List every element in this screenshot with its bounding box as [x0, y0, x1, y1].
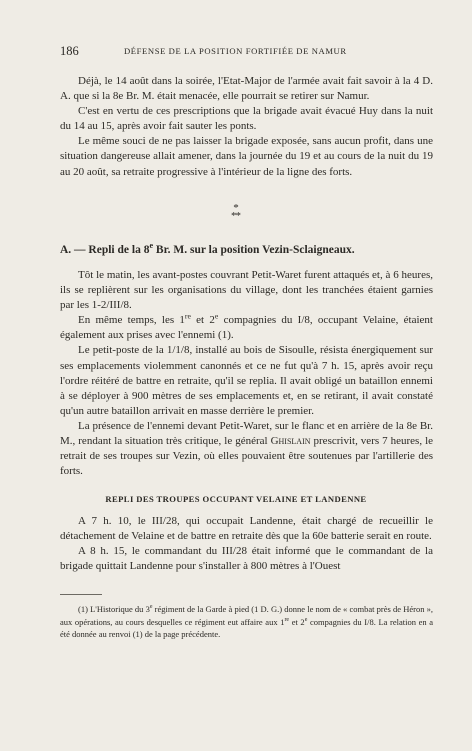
- subsection-heading: REPLI DES TROUPES OCCUPANT VELAINE ET LANDENNE: [105, 494, 367, 504]
- page-number: 186: [60, 44, 79, 58]
- paragraph: Déjà, le 14 août dans la soirée, l'Etat-Major de l'armée avait fait savoir à la 4 D. A. que si la 8e Br. M. était menacée, elle pourrait se retirer sur Namur.: [60, 75, 433, 103]
- paragraph: En même temps, les 1re et 2e compagnies du I/8, occupant Velaine, étaient également aux prises avec l'ennemi (1).: [60, 311, 433, 342]
- person-name: Ghislain: [270, 435, 311, 448]
- section-separator: [0, 202, 472, 222]
- section-heading: A. — Repli de la 8e Br. M. sur la position Vezin-Sclaigneaux.: [60, 241, 355, 256]
- paragraph: La présence de l'ennemi devant Petit-Waret, sur le flanc et en arrière de la 8e Br. M., rendant la situation très critique, le général Ghislain prescrivit, vers 7 heures, le retrait de ses troupes sur Vezin, où elles pouvaient être soutenues par l'artillerie des forts.: [60, 419, 434, 478]
- separator-star: *: [235, 210, 241, 222]
- footnote-rule: [60, 594, 102, 595]
- footnote-marker: (1): [78, 604, 88, 614]
- separator-star: *: [233, 202, 239, 214]
- footnote-paragraph: (1) L'Historique du 3e régiment de la Garde à pied (1 D. G.) donne le nom de « combat près de Héron », aux opérations, au cours desquelles ce régiment eut affaire aux 1re et 2e compagnies du I/8. La relation en a été donnée au renvoi (1) de la page précédente.: [60, 604, 433, 639]
- separator-star: *: [231, 210, 237, 222]
- page-header: [60, 44, 420, 60]
- paragraph: A 8 h. 15, le commandant du III/28 était informé que le commandant de la brigade quittait Landenne pour s'installer à 800 mètres à l'Ouest: [60, 545, 433, 573]
- paragraph: Tôt le matin, les avant-postes couvrant Petit-Waret furent attaqués et, à 6 heures, ils se replièrent sur les organisations du village, dont les tranchées étaient garnies par les 1-2/III/8.: [60, 269, 433, 312]
- paragraph: A 7 h. 10, le III/28, qui occupait Landenne, était chargé de recueillir le détachement de Velaine et de battre en retraite dès que la 60e batterie serait en route.: [60, 515, 433, 543]
- subsection-text: [60, 514, 433, 574]
- paragraph: Le même souci de ne pas laisser la brigade exposée, sans aucun profit, dans une situation dangereuse allait amener, dans la journée du 19 et au cours de la nuit du 19 au 20 août, sa retraite progressive à l'intérieur de la ligne des forts.: [60, 135, 433, 178]
- paragraph: C'est en vertu de ces prescriptions que la brigade avait évacué Huy dans la nuit du 14 au 15, après avoir fait sauter les ponts.: [60, 105, 433, 133]
- section-text: [60, 268, 433, 479]
- paragraph: Le petit-poste de la 1/1/8, installé au bois de Sisoulle, résista énergiquement sur ses emplacements violemment canonnés et ce ne fut qu'à 7 h. 15, après avoir reçu l'ordre réitéré de battre en retraite, qu'il se replia. Il avait obligé un bataillon ennemi à se déployer à 900 mètres de ses emplacements et, en se retirant, il avait constaté qu'un autre bataillon arrivait en masse derrière le premier.: [60, 344, 433, 417]
- intro-text: [60, 74, 433, 180]
- footnote: [60, 603, 433, 641]
- running-title: DÉFENSE DE LA POSITION FORTIFIÉE DE NAMUR: [124, 46, 347, 56]
